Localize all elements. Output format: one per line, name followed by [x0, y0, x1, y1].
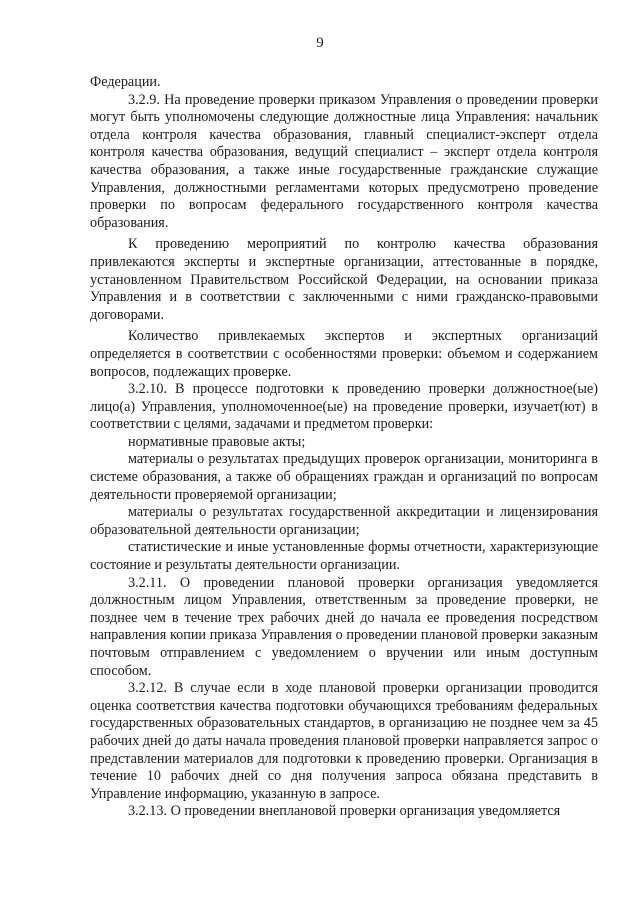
page-number: 9: [316, 35, 324, 51]
paragraph-expert-count: Количество привлекаемых экспертов и экспертных организаций определяется в соответствии с особенностями проверки: объемом и содержанием вопросов, подлежащих проверке.: [90, 328, 598, 380]
document-body: [90, 74, 598, 821]
paragraph-3-2-10: 3.2.10. В процессе подготовки к проведению проверки должностное(ые) лицо(а) Управления, уполномоченное(ые) на проведение проверки, изучает(ют) в соответствии с целями, задачами и предметом проверки:: [90, 381, 598, 433]
paragraph-3-2-11: 3.2.11. О проведении плановой проверки организация уведомляется должностным лицом Управления, ответственным за проведение проверки, не позднее чем в течение трех рабочих дней до начала ее проведения посредством направления копии приказа Управления о проведении плановой проверки заказным почтовым отправлением с уведомлением о вручении или иным доступным способом.: [90, 574, 598, 679]
paragraph-continuation: Федерации.: [90, 74, 161, 90]
paragraph-experts: К проведению мероприятий по контролю качества образования привлекаются эксперты и экспертные организации, аттестованные в порядке, установленном Правительством Российской Федерации, на основании приказа Управления и в соответствии с заключенными с ними гражданско-правовыми договорами.: [90, 236, 598, 323]
list-item-accreditation: материалы о результатах государственной аккредитации и лицензирования образовательной деятельности организации;: [90, 504, 598, 538]
paragraph-3-2-9: 3.2.9. На проведение проверки приказом Управления о проведении проверки могут быть уполномочены следующие должностные лица Управления: начальник отдела контроля качества образования, главный специалист-эксперт отдела контроля качества образования, ведущий специалист – эксперт отдела контроля качества образования, а также иные государственные гражданские служащие Управления, должностными регламентами которых предусмотрено проведение проверки по вопросам федерального государственного контроля качества образования.: [90, 91, 598, 231]
paragraph-3-2-12: 3.2.12. В случае если в ходе плановой проверки организации проводится оценка соответствия качества подготовки обучающихся требованиям федеральных государственных образовательных стандартов, в организацию не позднее чем за 45 рабочих дней до даты начала проведения плановой проверки направляется запрос о представлении материалов для подготовки к проведению проверки. Организация в течение 10 рабочих дней со дня получения запроса обязана представить в Управление информацию, указанную в запросе.: [90, 680, 598, 802]
paragraph-3-2-13: 3.2.13. О проведении внеплановой проверки организация уведомляется: [128, 803, 561, 820]
list-item-previous-inspections: материалы о результатах предыдущих проверок организации, мониторинга в системе образования, а также об обращениях граждан и организаций по вопросам деятельности проверяемой организации;: [90, 451, 598, 503]
list-item-legal-acts: нормативные правовые акты;: [128, 433, 306, 450]
list-item-statistics: статистические и иные установленные формы отчетности, характеризующие состояние и результаты деятельности организации.: [90, 539, 598, 574]
